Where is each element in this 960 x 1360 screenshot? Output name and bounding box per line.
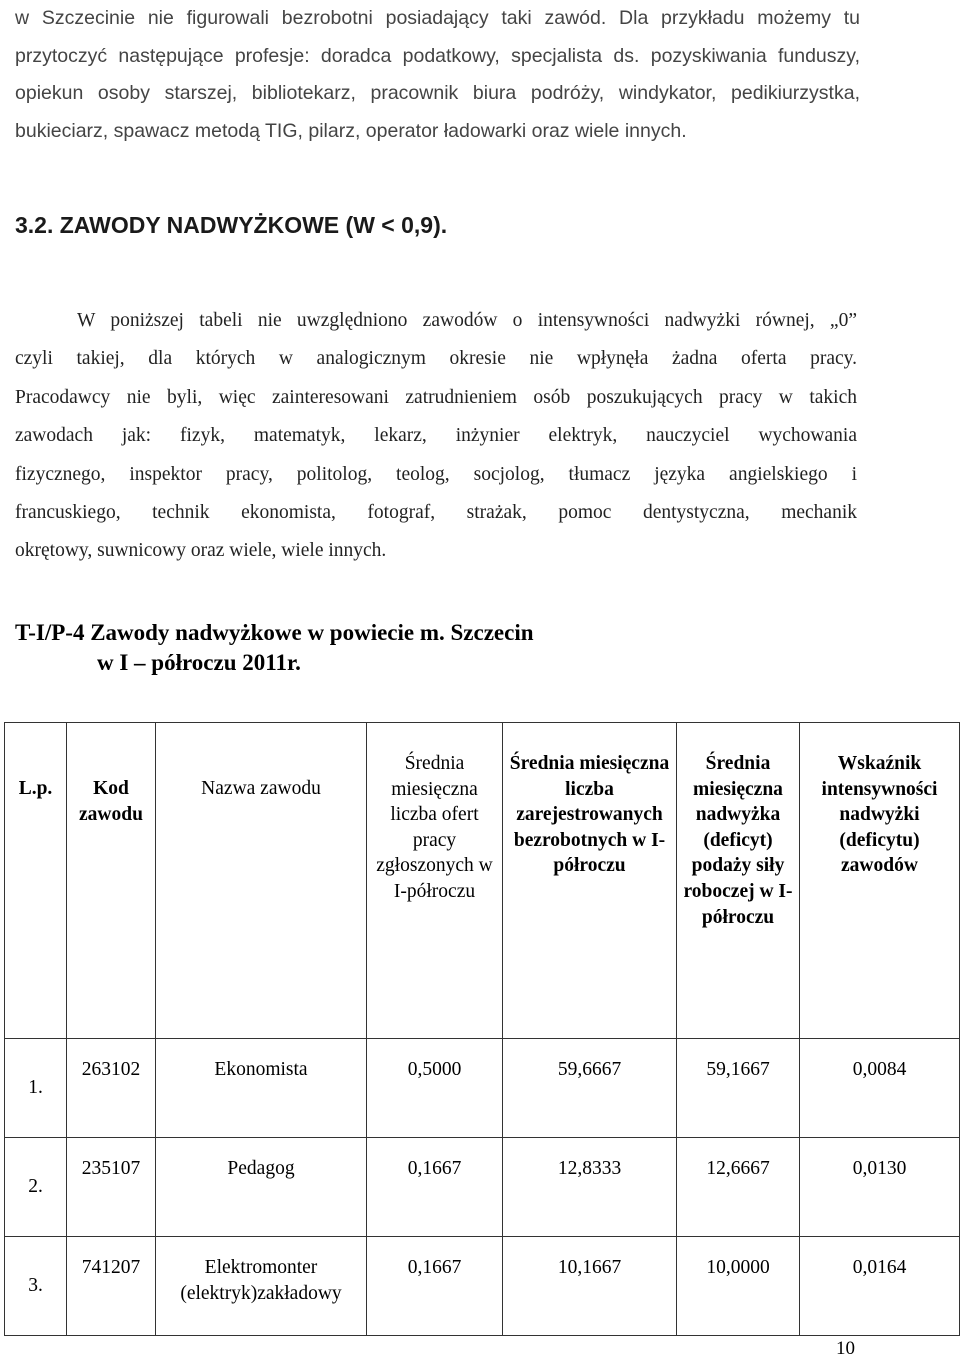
header-bezrobotni: Średnia miesięczna liczba zarejestrowanych bezrobotnych w I-półroczu bbox=[503, 723, 677, 1039]
table-row bbox=[5, 1237, 960, 1336]
table-row bbox=[5, 1039, 960, 1138]
page-number: 10 bbox=[836, 1338, 855, 1359]
body-line: okrętowy, suwnicowy oraz wiele, wiele innych. bbox=[15, 540, 387, 562]
header-kod: Kod zawodu bbox=[67, 723, 156, 1039]
cell-nadwyzka: 12,6667 bbox=[677, 1138, 800, 1237]
body-line: W poniższej tabeli nie uwzględniono zawodów o intensywności nadwyżki równej, „0” bbox=[77, 310, 857, 331]
body-line: czyli takiej, dla których w analogicznym okresie nie wpłynęła żadna oferta pracy. bbox=[15, 348, 857, 370]
header-oferty: Średnia miesięczna liczba ofert pracy zgłoszonych w I-półroczu bbox=[367, 723, 503, 1039]
intro-paragraph bbox=[15, 0, 860, 150]
table-header-row bbox=[5, 723, 960, 1039]
body-line: zawodach jak: fizyk, matematyk, lekarz, inżynier elektryk, nauczyciel wychowania bbox=[15, 425, 857, 447]
table-title-line1: T-I/P-4 Zawody nadwyżkowe w powiecie m. Szczecin bbox=[15, 620, 534, 645]
cell-wskaznik: 0,0164 bbox=[800, 1237, 960, 1336]
body-line: fizycznego, inspektor pracy, politolog, teolog, socjolog, tłumacz języka angielskiego i bbox=[15, 463, 857, 485]
cell-kod: 263102 bbox=[67, 1039, 156, 1138]
intro-line: bukieciarz, spawacz metodą TIG, pilarz, operator ładowarki oraz wiele innych. bbox=[15, 119, 687, 142]
cell-nadwyzka: 10,0000 bbox=[677, 1237, 800, 1336]
table-title bbox=[15, 618, 534, 678]
section-heading: 3.2. ZAWODY NADWYŻKOWE (W < 0,9). bbox=[15, 212, 448, 238]
header-nadwyzka: Średnia miesięczna nadwyżka (deficyt) podaży siły roboczej w I-półroczu bbox=[677, 723, 800, 1039]
cell-kod: 741207 bbox=[67, 1237, 156, 1336]
cell-lp: 2. bbox=[5, 1138, 67, 1237]
occupations-table bbox=[4, 722, 960, 1336]
cell-kod: 235107 bbox=[67, 1138, 156, 1237]
table-title-line2: w I – półroczu 2011r. bbox=[97, 650, 301, 675]
cell-bezrobotni: 10,1667 bbox=[503, 1237, 677, 1336]
body-paragraph bbox=[15, 302, 857, 571]
cell-nazwa: Ekonomista bbox=[156, 1039, 367, 1138]
cell-lp: 1. bbox=[5, 1039, 67, 1138]
body-line: Pracodawcy nie byli, więc zainteresowani zatrudnieniem osób poszukujących pracy w takich bbox=[15, 386, 857, 408]
cell-bezrobotni: 12,8333 bbox=[503, 1138, 677, 1237]
cell-nazwa: Pedagog bbox=[156, 1138, 367, 1237]
header-wskaznik: Wskaźnik intensywności nadwyżki (deficytu) zawodów bbox=[800, 723, 960, 1039]
cell-nazwa: Elektromonter (elektryk)zakładowy bbox=[156, 1237, 367, 1336]
cell-oferty: 0,1667 bbox=[367, 1138, 503, 1237]
intro-line: opiekun osoby starszej, bibliotekarz, pracownik biura podróży, windykator, pedikiurzystka, bbox=[15, 82, 860, 104]
header-lp: L.p. bbox=[5, 723, 67, 1039]
cell-wskaznik: 0,0130 bbox=[800, 1138, 960, 1237]
cell-lp: 3. bbox=[5, 1237, 67, 1336]
cell-oferty: 0,1667 bbox=[367, 1237, 503, 1336]
cell-wskaznik: 0,0084 bbox=[800, 1039, 960, 1138]
cell-oferty: 0,5000 bbox=[367, 1039, 503, 1138]
cell-nadwyzka: 59,1667 bbox=[677, 1039, 800, 1138]
body-line: francuskiego, technik ekonomista, fotograf, strażak, pomoc dentystyczna, mechanik bbox=[15, 502, 857, 524]
intro-line: w Szczecinie nie figurowali bezrobotni posiadający taki zawód. Dla przykładu możemy tu bbox=[15, 7, 860, 29]
header-nazwa: Nazwa zawodu bbox=[156, 723, 367, 1039]
table-row bbox=[5, 1138, 960, 1237]
cell-bezrobotni: 59,6667 bbox=[503, 1039, 677, 1138]
intro-line: przytoczyć następujące profesje: doradca podatkowy, specjalista ds. pozyskiwania funduszy, bbox=[15, 44, 860, 67]
